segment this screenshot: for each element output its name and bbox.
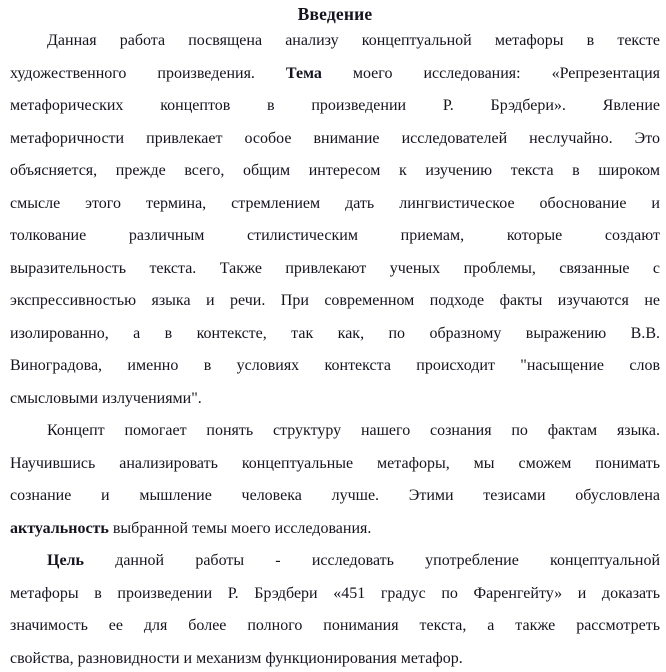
text-line bbox=[10, 123, 660, 156]
text-line bbox=[10, 350, 660, 383]
text-line bbox=[10, 253, 660, 286]
document-body bbox=[10, 25, 660, 672]
text-segment: сознание и мышление человека лучше. Этими тезисами обусловлена bbox=[10, 487, 660, 504]
text-segment: выбранной темы моего исследования. bbox=[108, 519, 372, 537]
text-segment: выразительность текста. Также привлекают ученых проблемы, связанные с bbox=[10, 259, 660, 277]
text-line bbox=[10, 285, 660, 318]
text-segment: свойства, разновидности и механизм функционирования метафор. bbox=[10, 649, 463, 667]
text-line bbox=[10, 318, 660, 351]
text-line bbox=[10, 415, 660, 448]
text-segment: художественного произведения. bbox=[10, 64, 286, 82]
text-segment: Виноградова, именно в условиях контекста происходит "насыщение слов bbox=[10, 357, 660, 374]
text-line bbox=[10, 448, 660, 481]
text-line bbox=[10, 220, 660, 253]
text-segment: моего исследования: «Репрезентация bbox=[321, 64, 660, 82]
text-line bbox=[10, 383, 660, 416]
text-line bbox=[10, 58, 660, 91]
text-line bbox=[10, 513, 660, 546]
text-segment: смысле этого термина, стремлением дать лингвистическое обоснование и bbox=[10, 194, 660, 212]
paragraph bbox=[10, 25, 660, 415]
text-line bbox=[10, 90, 660, 123]
text-segment: Научившись анализировать концептуальные метафоры, мы сможем понимать bbox=[10, 454, 660, 472]
text-line bbox=[10, 480, 660, 513]
text-segment: метафоричности привлекает особое внимание исследователей неслучайно. Это bbox=[10, 129, 660, 147]
text-segment: значимость ее для более полного понимания текста, а также рассмотреть bbox=[10, 617, 660, 634]
bold-term: актуальность bbox=[10, 519, 109, 537]
text-segment: Концепт помогает понять структуру нашего сознания по фактам языка. bbox=[47, 422, 660, 439]
text-line bbox=[10, 188, 660, 221]
text-segment: экспрессивностью языка и речи. При современном подходе факты изучаются не bbox=[10, 292, 660, 309]
paragraph bbox=[10, 415, 660, 545]
text-line bbox=[10, 25, 660, 58]
text-segment: толкование различным стилистическим приемам, которые создают bbox=[10, 227, 660, 244]
text-segment: изолированно, а в контексте, так как, по образному выражению В.В. bbox=[10, 324, 660, 342]
page-title: Введение bbox=[297, 4, 373, 24]
bold-term: Тема bbox=[285, 64, 322, 82]
text-segment: метафоры в произведении Р. Брэдбери «451 градус по Фаренгейту» и доказать bbox=[10, 584, 660, 602]
text-line bbox=[10, 545, 660, 578]
text-segment: метафорических концептов в произведении Р. Брэдбери». Явление bbox=[10, 97, 660, 114]
text-segment: смысловыми излучениями". bbox=[10, 389, 202, 407]
text-line bbox=[10, 610, 660, 643]
text-line bbox=[10, 643, 660, 672]
bold-term: Цель bbox=[47, 552, 84, 569]
text-segment: объясняется, прежде всего, общим интересом к изучению текста в широком bbox=[10, 162, 660, 179]
paragraph bbox=[10, 545, 660, 672]
text-line bbox=[10, 155, 660, 188]
text-line bbox=[10, 578, 660, 611]
text-segment: Данная работа посвящена анализу концептуальной метафоры в тексте bbox=[47, 32, 660, 49]
text-segment: данной работы - исследовать употребление концептуальной bbox=[83, 552, 660, 569]
